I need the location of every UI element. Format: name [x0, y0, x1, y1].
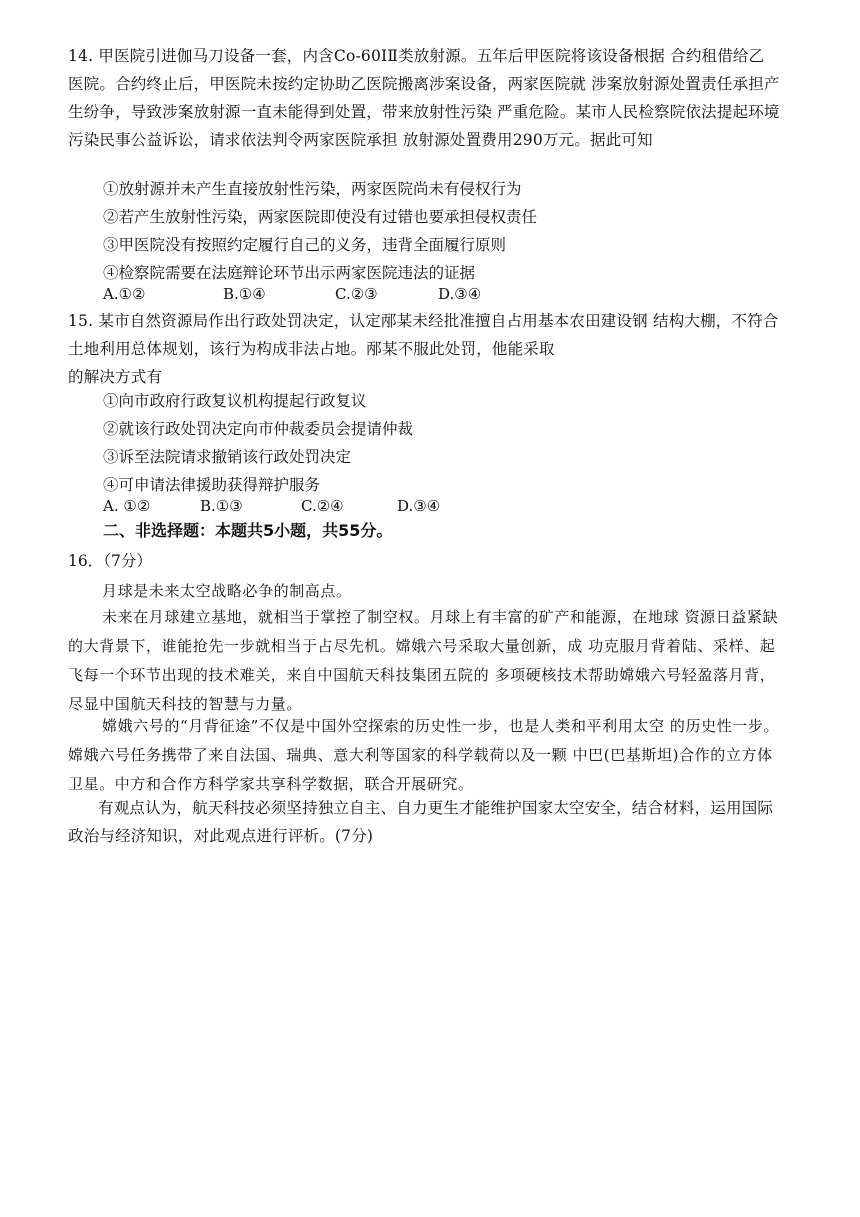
- question-15-stem-continued: 的解决方式有: [68, 368, 163, 386]
- question-15-option-2: ②就该行政处罚决定向市仲裁委员会提请仲裁: [103, 420, 414, 438]
- question-16-material-1: 未来在月球建立基地，就相当于掌控了制空权。月球上有丰富的矿产和能源，在地球 资源日益紧缺的大背景下，谁能抢先一步就相当于占尽先机。嫦娥六号采取大量创新，成 功克服月背着陆、采样、起飞每一个环节出现的技术难关，来自中国航天科技集团五院的 多项硬核技术帮助嫦娥六号轻盈落月背，尽显中国航天科技的智慧与力量。: [68, 608, 779, 713]
- question-14-choices: [103, 285, 481, 303]
- question-14-option-2: ②若产生放射性污染，两家医院即使没有过错也要承担侵权责任: [103, 208, 538, 226]
- choice-a: A.①②: [103, 285, 146, 303]
- question-16-intro: 月球是未来太空战略必争的制高点。: [102, 582, 352, 600]
- question-15-option-1: ①向市政府行政复议机构提起行政复议: [103, 392, 367, 410]
- section-heading: 二、非选择题：本题共5小题，共55分。: [103, 521, 393, 540]
- question-15-choices: [103, 497, 440, 515]
- question-15-stem: 15. 某市自然资源局作出行政处罚决定，认定邴某未经批准擅自占用基本农田建设钢 结构大棚，不符合土地利用总体规划，该行为构成非法占地。邴某不服此处罚，他能采取: [68, 312, 779, 358]
- question-14-option-1: ①放射源并未产生直接放射性污染，两家医院尚未有侵权行为: [103, 180, 522, 198]
- question-15-option-3: ③诉至法院请求撤销该行政处罚决定: [103, 448, 352, 466]
- question-14-stem: 14. 甲医院引进伽马刀设备一套，内含Co-60ⅠⅡ类放射源。五年后甲医院将该设备根据 合约租借给乙医院。合约终止后，甲医院未按约定协助乙医院搬离涉案设备，两家医院就 涉案放射源处置责任承担产生纷争，导致涉案放射源一直未能得到处置，带来放射性污染 严重危险。某市人民检察院依法提起环境污染民事公益诉讼，请求依法判令两家医院承担 放射源处置费用290万元。据此可知: [68, 47, 780, 149]
- question-16-number: 16．（7分）: [68, 552, 152, 570]
- choice-d: D.③④: [397, 497, 441, 515]
- choice-b: B.①③: [200, 497, 243, 515]
- choice-b: B.①④: [223, 285, 266, 303]
- choice-c: C.②③: [335, 285, 378, 303]
- question-14-option-4: ④检察院需要在法庭辩论环节出示两家医院违法的证据: [103, 264, 476, 282]
- question-16-material-2: 嫦娥六号的“月背征途”不仅是中国外空探索的历史性一步，也是人类和平利用太空 的历史性一步。嫦娥六号任务携带了来自法国、瑞典、意大利等国家的科学载荷以及一颗 中巴(巴基斯坦)合作的立方体卫星。中方和合作方科学家共享科学数据，联合开展研究。: [68, 717, 780, 793]
- choice-a: A. ①②: [103, 497, 151, 515]
- choice-c: C.②④: [301, 497, 344, 515]
- question-14-option-3: ③甲医院没有按照约定履行自己的义务，违背全面履行原则: [103, 236, 507, 254]
- question-15-option-4: ④可申请法律援助获得辩护服务: [103, 476, 321, 494]
- choice-d: D.③④: [438, 285, 482, 303]
- question-16-prompt: 有观点认为，航天科技必须坚持独立自主、自力更生才能维护国家太空安全，结合材料，运用国际政治与经济知识，对此观点进行评析。(7分): [68, 799, 774, 845]
